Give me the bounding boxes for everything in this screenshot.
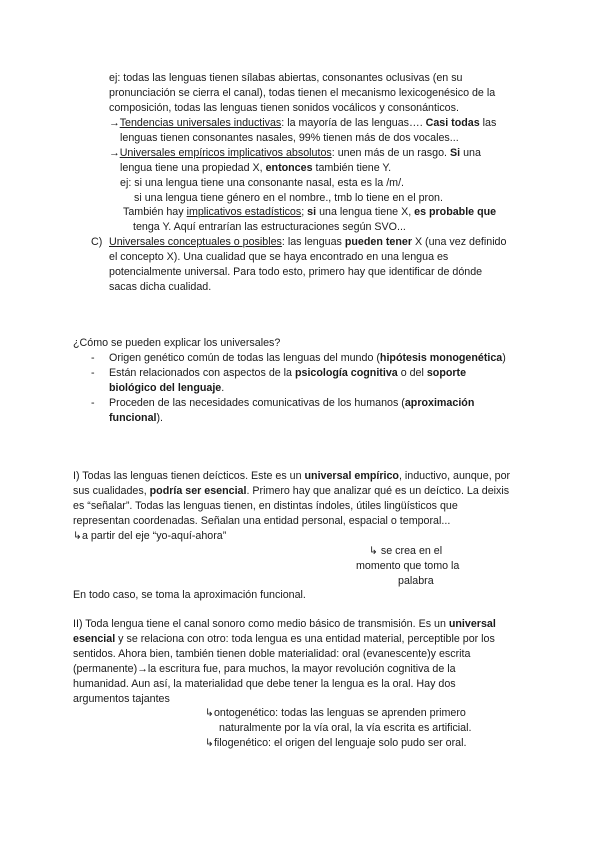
bullet-3-l2-bold: funcional <box>109 412 157 424</box>
part-2-argument-1-cont: naturalmente por la vía oral, la vía escrita es artificial. <box>219 722 472 734</box>
bullet-1-end: ) <box>502 352 506 364</box>
statistical-term: implicativos estadísticos <box>186 206 302 218</box>
section-c-label: C) <box>91 236 103 248</box>
implicative-line-2 <box>120 161 391 176</box>
bullet-3-line-2 <box>109 411 163 426</box>
implicative-l2-end: también tiene Y. <box>312 162 392 174</box>
part-2-l1-bold: universal <box>448 618 496 630</box>
part-2-line-5: humanidad. Aun así, la materialidad que debe tener la lengua es la oral. Hay dos <box>73 678 456 690</box>
part-1-l2-bold: podría ser esencial <box>149 485 247 497</box>
example-line-1: ej: todas las lenguas tienen sílabas abiertas, consonantes oclusivas (en su <box>109 72 463 84</box>
explain-question: ¿Cómo se pueden explicar los universales? <box>73 337 281 349</box>
implicative-example-1: ej: si una lengua tiene una consonante nasal, esta es la /m/. <box>120 177 405 189</box>
implicative-bold: Si <box>449 147 461 159</box>
part-1-l2-end: . Primero hay que analizar qué es un deíctico. La deixis <box>246 485 510 497</box>
part-2-line-4: (permanente)→la escritura fue, para muchos, la mayor revolución cognitiva de la <box>73 663 456 675</box>
bullet-1-text: Origen genético común de todas las lenguas del mundo ( <box>109 352 380 364</box>
bullet-2 <box>109 366 466 381</box>
implicative-text: : unen más de un rasgo. <box>331 147 450 159</box>
part-1-note-2: momento que tomo la <box>356 560 460 572</box>
inductive-bold: Casi todas <box>425 117 480 129</box>
bullet-3-bold: aproximación <box>404 397 475 409</box>
bullet-1-bold: hipótesis monogenética <box>379 352 503 364</box>
part-2-argument-2: ↳filogenético: el origen del lenguaje solo pudo ser oral. <box>205 737 467 749</box>
part-2-l2-bold: esencial <box>73 633 116 645</box>
section-c-line-1 <box>109 235 506 250</box>
bullet-dash: - <box>91 352 95 364</box>
section-c-line-4: sacas dicha cualidad. <box>109 281 212 293</box>
part-1-conclusion: En todo caso, se toma la aproximación funcional. <box>73 589 306 601</box>
implicative-term: Universales empíricos implicativos absolutos <box>119 147 332 159</box>
part-1-line-2 <box>73 484 509 499</box>
part-2-argument-1: ↳ontogenético: todas las lenguas se aprenden primero <box>205 707 466 719</box>
part-2-l2-text: y se relaciona con otro: toda lengua es una entidad material, perceptible por los <box>115 633 495 645</box>
statistical-mid2: una lengua tiene X, <box>316 206 415 218</box>
bullet-dash: - <box>91 367 95 379</box>
implicative-l2-bold: entonces <box>265 162 313 174</box>
bullet-2-mid: o del <box>397 367 427 379</box>
arrow-icon: → <box>109 117 120 129</box>
statistical-line-2: tenga Y. Aquí entrarían las estructuraciones según SVO... <box>133 221 406 233</box>
bullet-2-l2-bold: biológico del lenguaje <box>109 382 222 394</box>
bullet-3-text: Proceden de las necesidades comunicativas de los humanos ( <box>109 397 405 409</box>
part-1-line-5: ↳a partir del eje “yo-aquí-ahora” <box>73 530 227 542</box>
bullet-2-line-2 <box>109 381 224 396</box>
part-2-line-3: sentidos. Ahora bien, también tienen doble materialidad: oral (evanescente)y escrita <box>73 648 471 660</box>
example-line-3: composición, todas las lenguas tienen sonidos vocálicos y consonánticos. <box>109 102 459 114</box>
inductive-term: Tendencias universales inductivas <box>119 117 282 129</box>
example-line-2: pronunciación se cierra el canal), todas tienen el mecanismo lexicogenésico de la <box>109 87 496 99</box>
inductive-end: las <box>479 117 497 129</box>
inductive-tendencies-line <box>109 116 496 131</box>
section-c-end: X (una vez definido <box>411 236 507 248</box>
statistical-pre: También hay <box>123 206 187 218</box>
implicative-example-2: si una lengua tiene género en el nombre., tmb lo tiene en el pron. <box>134 192 443 204</box>
part-1-l1-end: , inductivo, aunque, por <box>398 470 511 482</box>
bullet-2-bold-2: soporte <box>426 367 467 379</box>
statistical-line <box>123 205 496 220</box>
section-c-line-3: potencialmente universal. Para todo esto, primero hay que identificar de dónde <box>109 266 483 278</box>
part-2-line-1 <box>73 617 496 632</box>
bullet-dash: - <box>91 397 95 409</box>
statistical-bold: es probable que <box>414 206 497 218</box>
section-c-line-2: el concepto X). Una cualidad que se haya encontrado en una lengua es <box>109 251 449 263</box>
part-1-l2-text: sus cualidades, <box>73 485 150 497</box>
part-1-line-1 <box>73 469 510 484</box>
part-2-line-2 <box>73 632 495 647</box>
bullet-1 <box>109 351 506 366</box>
implicative-line <box>109 146 481 161</box>
inductive-text: : la mayoría de las lenguas…. <box>281 117 426 129</box>
bullet-2-l2-end: . <box>221 382 225 394</box>
part-1-note-3: palabra <box>398 575 434 587</box>
implicative-l2-text: lengua tiene una propiedad X, <box>120 162 266 174</box>
part-1-line-3: es “señalar”. Todas las lenguas tienen, en distintas índoles, útiles lingüísticos que <box>73 500 458 512</box>
part-1-l1-text: I) Todas las lenguas tienen deícticos. Este es un <box>73 470 305 482</box>
section-c-bold: pueden tener <box>344 236 412 248</box>
bullet-3 <box>109 396 474 411</box>
bullet-3-l2-end: ). <box>156 412 164 424</box>
statistical-mid: ; <box>301 206 308 218</box>
section-c-text: : las lenguas <box>281 236 345 248</box>
part-1-l1-bold: universal empírico <box>304 470 399 482</box>
part-2-line-6: argumentos tajantes <box>73 693 170 705</box>
implicative-end: una <box>460 147 481 159</box>
part-2-l1-text: II) Toda lengua tiene el canal sonoro como medio básico de transmisión. Es un <box>73 618 449 630</box>
arrow-icon: → <box>109 147 120 159</box>
statistical-si: si <box>307 206 317 218</box>
inductive-line-2: lenguas tienen consonantes nasales, 99% tienen más de dos vocales... <box>120 132 459 144</box>
bullet-2-bold-1: psicología cognitiva <box>294 367 398 379</box>
section-c-term: Universales conceptuales o posibles <box>109 236 282 248</box>
part-1-line-4: representan coordenadas. Señalan una entidad personal, espacial o temporal... <box>73 515 451 527</box>
part-1-note-1: ↳ se crea en el <box>369 545 443 557</box>
bullet-2-text: Están relacionados con aspectos de la <box>109 367 295 379</box>
